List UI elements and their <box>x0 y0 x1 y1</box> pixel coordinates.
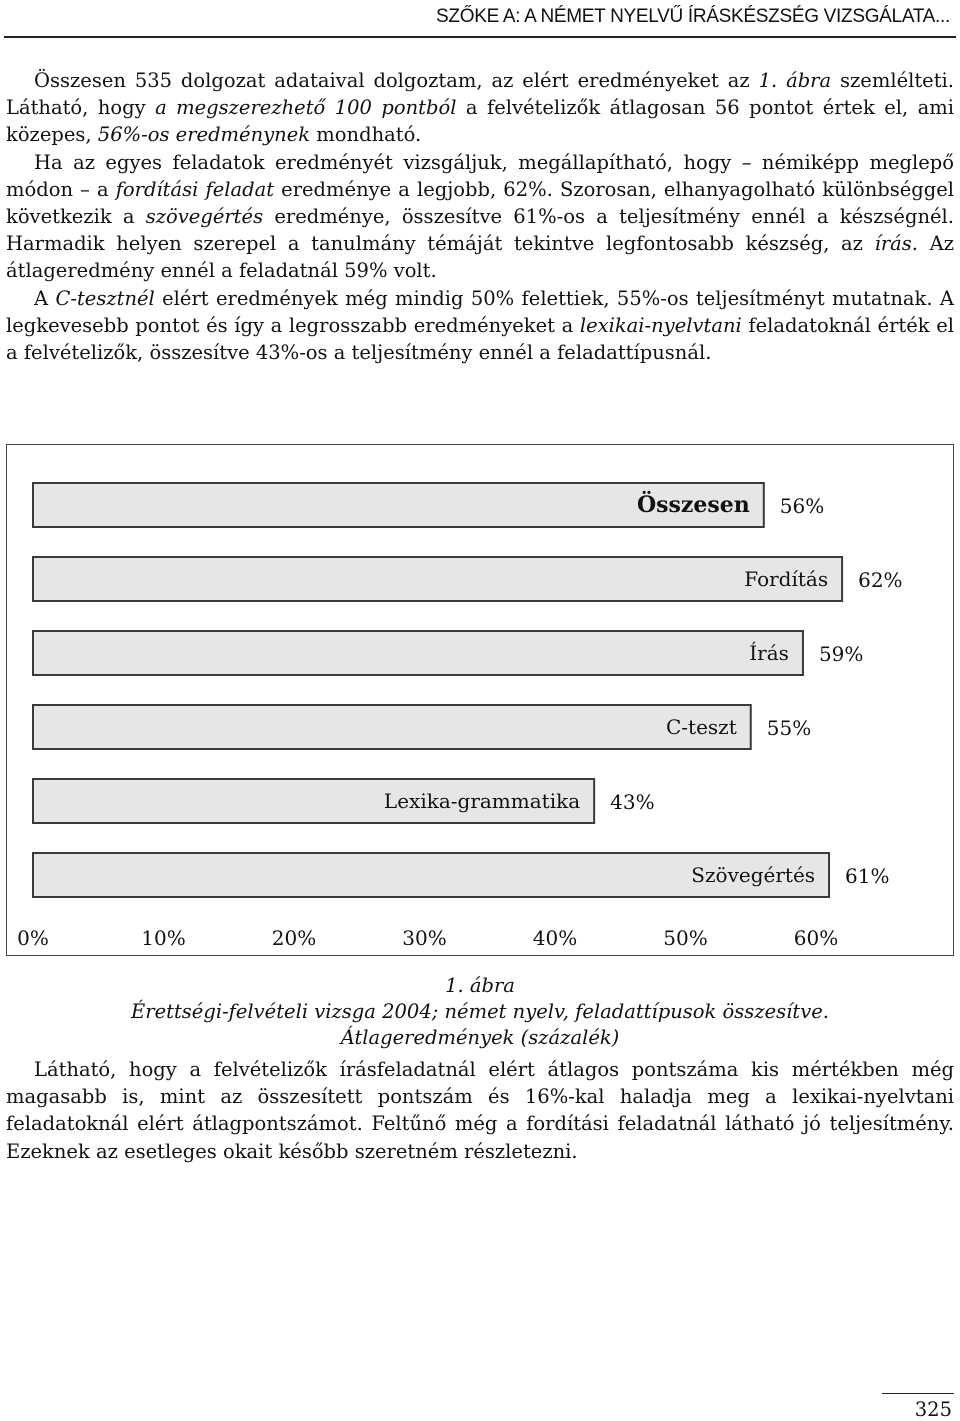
bar-category-label: Írás <box>749 641 789 665</box>
running-title: SZŐKE A: A NÉMET NYELVŰ ÍRÁSKÉSZSÉG VIZSGÁLATA... <box>436 6 950 27</box>
bar-1 <box>33 557 842 601</box>
bar-value-label: 62% <box>858 568 903 592</box>
intro-paragraph <box>6 285 954 367</box>
running-header <box>0 0 960 40</box>
bar-value-label: 43% <box>610 790 655 814</box>
bar-value-label: 55% <box>766 716 812 740</box>
emphasis-text: fordítási feladat <box>115 177 275 201</box>
figure-caption-line1: Érettségi-felvételi vizsga 2004; német nyelv, feladattípusok összesítve. <box>131 1000 829 1023</box>
x-tick-label: 0% <box>17 926 49 950</box>
figure-number: 1. ábra <box>445 974 515 997</box>
bar-value-label: 59% <box>818 642 864 666</box>
intro-paragraph <box>6 149 954 285</box>
bar-value-label: 56% <box>779 494 825 518</box>
bar-value-label: 61% <box>845 864 890 888</box>
body-text: . Az átlageredmény ennél a feladatnál 59% volt. <box>6 232 954 283</box>
emphasis-text: a megszerezhető 100 pontból <box>155 96 457 120</box>
emphasis-text: C-tesztnél <box>55 286 155 310</box>
bar-2 <box>33 631 803 675</box>
emphasis-text: szövegértés <box>145 205 264 229</box>
x-tick-label: 30% <box>402 926 447 950</box>
body-text: eredménye, összesítve 61%-os a teljesítmény ennél a készségnél. Harmadik helyen szerepel a tanulmány témáját tekintve legfontosabb készség, az <box>6 205 954 256</box>
closing-paragraph: Látható, hogy a felvételizők írásfeladatnál elért átlagos pontszáma kis mértékben még magasabb is, mint az összesített pontszám és 16%-kal haladja meg a lexikai-nyelvtani feladatoknál elért átlagpontszámot. Feltűnő még a fordítási feladatnál látható jó teljesítmény. Ezeknek az esetleges okait később szeretném részletezni. <box>6 1058 954 1163</box>
x-tick-label: 20% <box>271 926 317 950</box>
x-tick-label: 50% <box>663 926 708 950</box>
x-tick-label: 10% <box>141 926 186 950</box>
body-text: eredménye a legjobb, 62%. Szorosan, elhanyagolható különbséggel következik a <box>6 177 955 229</box>
bar-3 <box>33 705 751 749</box>
emphasis-text: írás <box>874 232 912 256</box>
body-text: mondható. <box>310 123 422 147</box>
emphasis-text: 1. ábra <box>758 69 832 92</box>
bar-category-label: C-teszt <box>665 715 737 739</box>
bar-category-label: Fordítás <box>744 567 829 591</box>
body-text: Összesen 535 dolgozat adataival dolgoztam, az elért eredményeket az <box>34 69 759 92</box>
body-text: szemlélteti. Látható, hogy <box>6 69 954 120</box>
bar-chart-svg <box>7 445 953 955</box>
closing-text <box>6 1056 954 1165</box>
body-text: a felvételizők átlagosan 56 pontot értek el, ami közepes, <box>6 96 954 147</box>
body-text: elért eredmények még mindig 50% felettiek, 55%-os teljesítményt mutatnak. A legkevesebb pontot és így a legrosszabb eredményeket a <box>6 286 954 337</box>
intro-paragraph <box>6 67 954 149</box>
x-tick-label: 60% <box>793 926 839 950</box>
figure-caption-line2: Átlageredmények (százalék) <box>340 1026 620 1049</box>
body-text: feladatoknál érték el a felvételizők, összesítve 43%-os a teljesítmény ennél a feladattípusnál. <box>6 313 954 365</box>
intro-text <box>6 67 954 366</box>
bar-category-label: Lexika-grammatika <box>383 789 581 813</box>
emphasis-text: lexikai-nyelvtani <box>579 313 742 337</box>
page-number-rule <box>882 1393 954 1394</box>
x-tick-label: 40% <box>532 926 578 950</box>
bar-chart <box>6 444 954 956</box>
body-text: Ha az egyes feladatok eredményét vizsgáljuk, megállapítható, hogy – némiképp meglepő módon – a <box>6 150 954 201</box>
bar-category-label: Összesen <box>636 492 750 518</box>
bar-category-label: Szövegértés <box>691 863 816 887</box>
header-rule <box>4 36 956 38</box>
emphasis-text: 56%-os eredménynek <box>97 123 311 147</box>
page-number: 325 <box>914 1398 952 1421</box>
body-text: A <box>34 286 56 310</box>
figure-caption <box>6 973 954 1051</box>
